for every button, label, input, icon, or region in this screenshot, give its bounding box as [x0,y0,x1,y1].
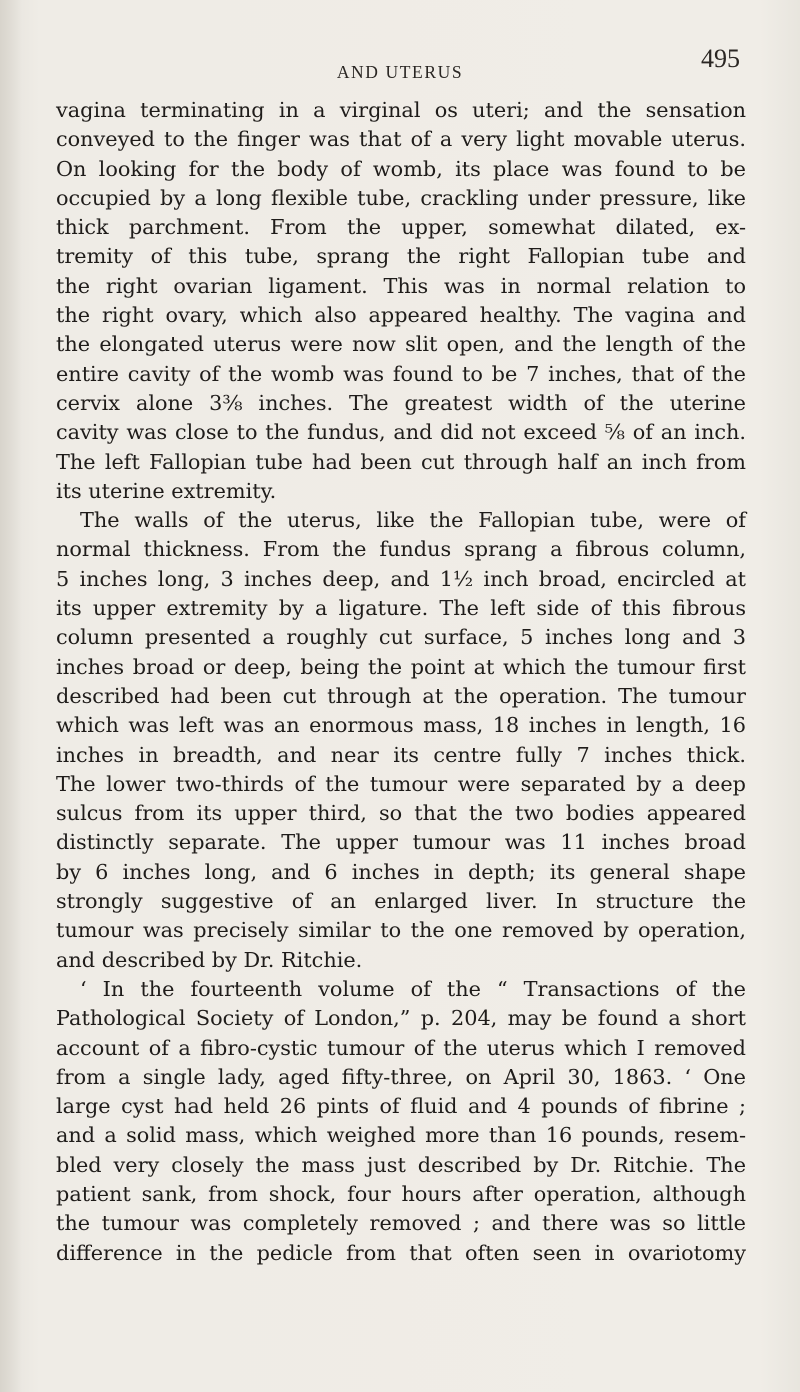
text-line: inches in breadth, and near its centre fully 7 inches thick. [56,742,746,767]
text-line: cervix alone 3⅜ inches. The greatest width of the uterine [56,390,746,415]
text-line: account of a fibro-cystic tumour of the uterus which I removed [56,1035,746,1060]
text-line: occupied by a long flexible tube, crackling under pressure, like [56,185,746,210]
text-line: tumour was precisely similar to the one removed by operation, [56,918,746,943]
page-number: 495 [701,44,740,73]
text-line: patient sank, from shock, four hours after operation, although [56,1181,746,1206]
text-line: thick parchment. From the upper, somewhat dilated, ex- [56,215,746,240]
text-line: The walls of the uterus, like the Fallopian tube, were of [80,508,746,533]
text-line: its uterine extremity. [56,478,277,503]
text-line: column presented a roughly cut surface, 5 inches long and 3 [56,625,746,650]
text-line: Pathological Society of London,” p. 204, may be found a short [56,1006,746,1031]
text-line: conveyed to the finger was that of a very light movable uterus. [56,127,746,152]
text-line: sulcus from its upper third, so that the two bodies appeared [56,801,746,826]
text-line: from a single lady, aged fifty-three, on April 30, 1863. ‘ One [56,1064,746,1089]
binding-shadow [0,0,22,1392]
running-title: AND UTERUS [336,62,464,82]
text-line: tremity of this tube, sprang the right Fallopian tube and [56,244,746,269]
text-line: normal thickness. From the fundus sprang a fibrous column, [56,537,746,562]
body-text [56,96,746,1268]
text-line: vagina terminating in a virginal os uteri; and the sensation [56,98,746,122]
text-line: cavity was close to the fundus, and did not exceed ⅝ of an inch. [56,420,746,445]
text-line: the right ovarian ligament. This was in normal relation to [56,273,746,298]
running-head [60,44,740,84]
text-line: and described by Dr. Ritchie. [56,947,363,972]
text-line: the tumour was completely removed ; and there was so little [56,1211,746,1236]
text-line: The lower two-thirds of the tumour were separated by a deep [56,771,746,796]
text-line: described had been cut through at the operation. The tumour [56,683,746,708]
text-line: and a solid mass, which weighed more than 16 pounds, resem- [56,1123,746,1148]
text-line: distinctly separate. The upper tumour was 11 inches broad [56,830,746,855]
text-line: difference in the pedicle from that often seen in ovariotomy [56,1240,746,1265]
text-line: bled very closely the mass just described by Dr. Ritchie. The [56,1152,746,1177]
text-line: ‘ In the fourteenth volume of the “ Transactions of the [80,976,746,1001]
text-line: strongly suggestive of an enlarged liver. In structure the [56,889,746,914]
text-line: large cyst had held 26 pints of fluid and 4 pounds of fibrine ; [56,1094,746,1119]
text-line: On looking for the body of womb, its place was found to be [56,156,746,181]
text-line: entire cavity of the womb was found to be 7 inches, that of the [56,361,746,386]
text-line: which was left was an enormous mass, 18 inches in length, 16 [56,713,746,738]
text-line: inches broad or deep, being the point at which the tumour first [56,654,746,679]
text-line: by 6 inches long, and 6 inches in depth; its general shape [56,859,746,884]
text-line: The left Fallopian tube had been cut through half an inch from [56,449,746,474]
text-line: 5 inches long, 3 inches deep, and 1½ inch broad, encircled at [56,566,746,591]
text-line: the elongated uterus were now slit open, and the length of the [56,332,746,357]
text-line: the right ovary, which also appeared healthy. The vagina and [56,303,746,328]
text-line: its upper extremity by a ligature. The left side of this fibrous [56,596,746,621]
